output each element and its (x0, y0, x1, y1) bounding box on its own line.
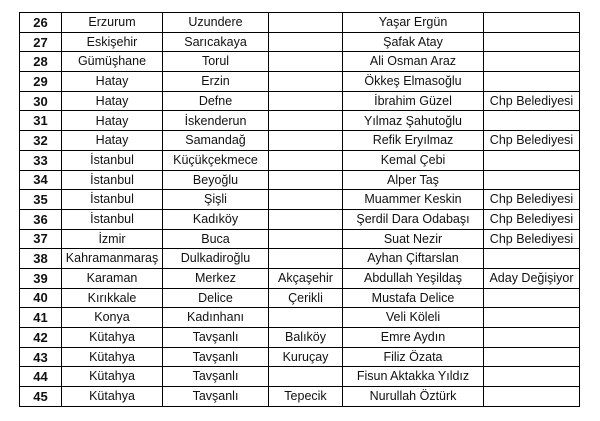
district-cell: Küçükçekmece (163, 150, 269, 170)
row-number-cell: 41 (20, 308, 62, 328)
candidate-name-cell: Refik Eryılmaz (343, 131, 484, 151)
town-cell (269, 209, 343, 229)
province-cell: Kütahya (62, 367, 163, 387)
note-cell (484, 32, 580, 52)
town-cell (269, 170, 343, 190)
note-cell (484, 308, 580, 328)
note-cell: Chp Belediyesi (484, 91, 580, 111)
row-number-cell: 42 (20, 328, 62, 348)
province-cell: İstanbul (62, 150, 163, 170)
row-number-cell: 40 (20, 288, 62, 308)
row-number-cell: 44 (20, 367, 62, 387)
row-number-cell: 34 (20, 170, 62, 190)
province-cell: Gümüşhane (62, 52, 163, 72)
note-cell: Aday Değişiyor (484, 268, 580, 288)
candidate-name-cell: Veli Köleli (343, 308, 484, 328)
province-cell: Hatay (62, 72, 163, 92)
row-number-cell: 33 (20, 150, 62, 170)
town-cell (269, 150, 343, 170)
town-cell: Tepecik (269, 387, 343, 407)
district-cell: Buca (163, 229, 269, 249)
note-cell (484, 249, 580, 269)
town-cell (269, 367, 343, 387)
province-cell: Konya (62, 308, 163, 328)
table-row (20, 308, 580, 328)
candidate-name-cell: Ayhan Çiftarslan (343, 249, 484, 269)
table-row (20, 229, 580, 249)
candidate-name-cell: Muammer Keskin (343, 190, 484, 210)
candidate-name-cell: Alper Taş (343, 170, 484, 190)
row-number-cell: 39 (20, 268, 62, 288)
town-cell: Balıköy (269, 328, 343, 348)
row-number-cell: 32 (20, 131, 62, 151)
town-cell (269, 111, 343, 131)
table-row (20, 209, 580, 229)
table-row (20, 32, 580, 52)
note-cell (484, 13, 580, 33)
note-cell (484, 72, 580, 92)
district-cell: Delice (163, 288, 269, 308)
candidate-name-cell: Ali Osman Araz (343, 52, 484, 72)
town-cell: Kuruçay (269, 347, 343, 367)
province-cell: Erzurum (62, 13, 163, 33)
town-cell (269, 249, 343, 269)
table-body (20, 13, 580, 407)
town-cell (269, 308, 343, 328)
candidate-name-cell: Emre Aydın (343, 328, 484, 348)
district-cell: Tavşanlı (163, 347, 269, 367)
table-row (20, 190, 580, 210)
note-cell: Chp Belediyesi (484, 190, 580, 210)
note-cell (484, 387, 580, 407)
candidate-name-cell: Fisun Aktakka Yıldız (343, 367, 484, 387)
district-cell: Samandağ (163, 131, 269, 151)
note-cell (484, 328, 580, 348)
candidate-name-cell: Yılmaz Şahutoğlu (343, 111, 484, 131)
table-row (20, 170, 580, 190)
table-row (20, 288, 580, 308)
district-cell: Sarıcakaya (163, 32, 269, 52)
province-cell: Kahramanmaraş (62, 249, 163, 269)
row-number-cell: 36 (20, 209, 62, 229)
district-cell: Tavşanlı (163, 387, 269, 407)
district-cell: Tavşanlı (163, 328, 269, 348)
town-cell: Çerikli (269, 288, 343, 308)
candidate-name-cell: Nurullah Öztürk (343, 387, 484, 407)
row-number-cell: 35 (20, 190, 62, 210)
note-cell (484, 150, 580, 170)
province-cell: Hatay (62, 131, 163, 151)
candidate-name-cell: Abdullah Yeşildaş (343, 268, 484, 288)
row-number-cell: 29 (20, 72, 62, 92)
note-cell: Chp Belediyesi (484, 131, 580, 151)
table-row (20, 367, 580, 387)
candidate-name-cell: Filiz Özata (343, 347, 484, 367)
note-cell (484, 367, 580, 387)
district-cell: Beyoğlu (163, 170, 269, 190)
town-cell (269, 72, 343, 92)
row-number-cell: 37 (20, 229, 62, 249)
district-cell: Uzundere (163, 13, 269, 33)
district-cell: Defne (163, 91, 269, 111)
table-row (20, 347, 580, 367)
note-cell (484, 288, 580, 308)
table-row (20, 328, 580, 348)
province-cell: Kütahya (62, 387, 163, 407)
row-number-cell: 45 (20, 387, 62, 407)
town-cell (269, 52, 343, 72)
district-cell: Kadıköy (163, 209, 269, 229)
candidate-name-cell: Mustafa Delice (343, 288, 484, 308)
candidate-name-cell: Ökkeş Elmasoğlu (343, 72, 484, 92)
province-cell: Kırıkkale (62, 288, 163, 308)
district-cell: Tavşanlı (163, 367, 269, 387)
town-cell (269, 13, 343, 33)
province-cell: İstanbul (62, 209, 163, 229)
note-cell: Chp Belediyesi (484, 229, 580, 249)
candidate-table (19, 12, 580, 407)
candidate-name-cell: Suat Nezir (343, 229, 484, 249)
table-row (20, 91, 580, 111)
town-cell (269, 91, 343, 111)
row-number-cell: 26 (20, 13, 62, 33)
town-cell (269, 229, 343, 249)
table-row (20, 131, 580, 151)
candidate-name-cell: Şerdil Dara Odabaşı (343, 209, 484, 229)
province-cell: Karaman (62, 268, 163, 288)
table-row (20, 387, 580, 407)
row-number-cell: 27 (20, 32, 62, 52)
note-cell (484, 347, 580, 367)
table-row (20, 249, 580, 269)
table-row (20, 268, 580, 288)
province-cell: Eskişehir (62, 32, 163, 52)
town-cell (269, 131, 343, 151)
note-cell: Chp Belediyesi (484, 209, 580, 229)
district-cell: Kadınhanı (163, 308, 269, 328)
district-cell: Erzin (163, 72, 269, 92)
note-cell (484, 52, 580, 72)
table-row (20, 52, 580, 72)
table-row (20, 13, 580, 33)
province-cell: Hatay (62, 111, 163, 131)
row-number-cell: 31 (20, 111, 62, 131)
table-row (20, 72, 580, 92)
note-cell (484, 111, 580, 131)
district-cell: Şişli (163, 190, 269, 210)
candidate-name-cell: Kemal Çebi (343, 150, 484, 170)
candidate-name-cell: Şafak Atay (343, 32, 484, 52)
province-cell: Kütahya (62, 347, 163, 367)
province-cell: İzmir (62, 229, 163, 249)
candidate-name-cell: Yaşar Ergün (343, 13, 484, 33)
table-row (20, 150, 580, 170)
table-row (20, 111, 580, 131)
row-number-cell: 28 (20, 52, 62, 72)
province-cell: İstanbul (62, 190, 163, 210)
district-cell: Torul (163, 52, 269, 72)
province-cell: İstanbul (62, 170, 163, 190)
province-cell: Hatay (62, 91, 163, 111)
province-cell: Kütahya (62, 328, 163, 348)
town-cell (269, 190, 343, 210)
candidate-name-cell: İbrahim Güzel (343, 91, 484, 111)
row-number-cell: 30 (20, 91, 62, 111)
district-cell: Merkez (163, 268, 269, 288)
town-cell: Akçaşehir (269, 268, 343, 288)
town-cell (269, 32, 343, 52)
row-number-cell: 43 (20, 347, 62, 367)
district-cell: İskenderun (163, 111, 269, 131)
district-cell: Dulkadiroğlu (163, 249, 269, 269)
row-number-cell: 38 (20, 249, 62, 269)
note-cell (484, 170, 580, 190)
